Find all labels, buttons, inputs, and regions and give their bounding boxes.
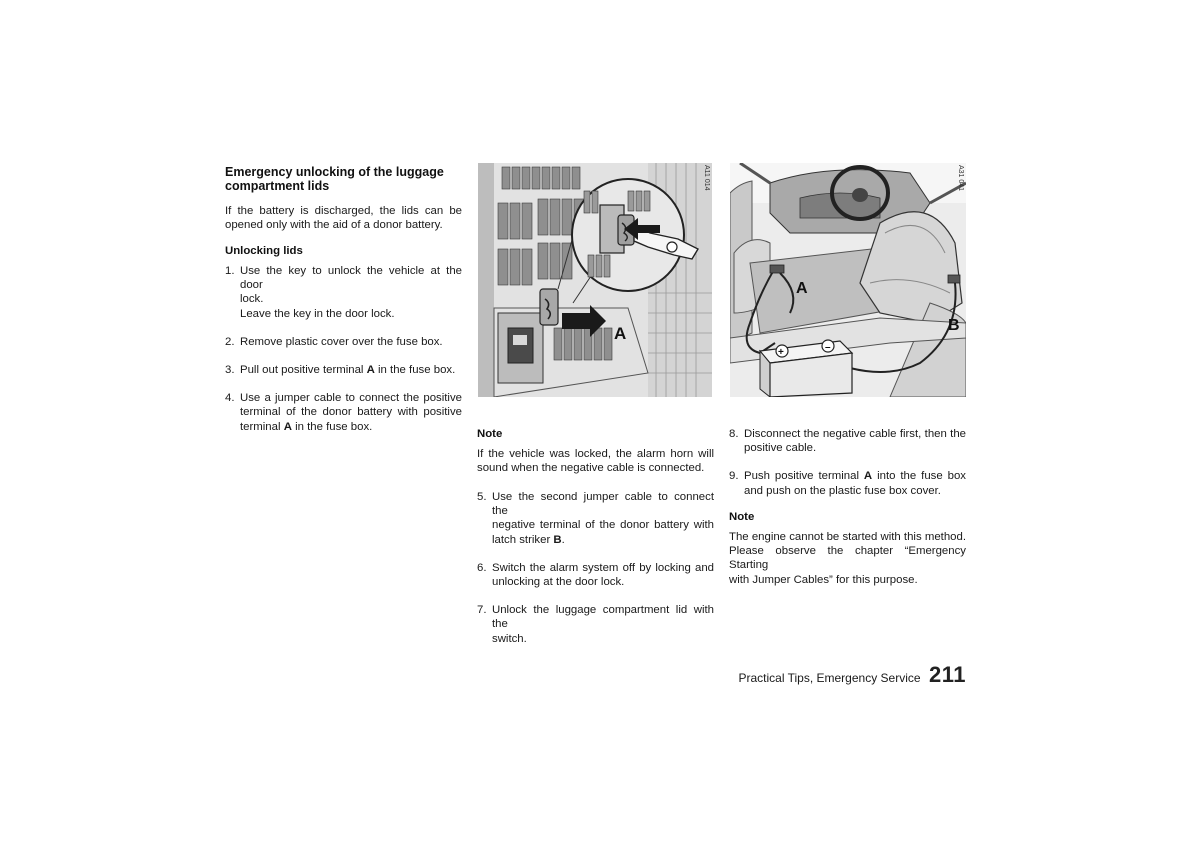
terminal-label: A — [283, 420, 292, 433]
step-text — [240, 363, 462, 377]
step-text-part: in the fuse box. — [374, 364, 456, 377]
step-text-part: in the fuse box. — [291, 420, 373, 433]
unlocking-subheading: Unlocking lids — [225, 245, 303, 257]
step-text: Disconnect the negative cable first, then the — [744, 428, 966, 440]
step-text: Use a jumper cable to connect the positive — [240, 392, 462, 405]
fuse-figure-code: A11 014 — [703, 165, 710, 191]
step-text — [492, 533, 714, 547]
step-text — [744, 469, 966, 483]
step-number: 9. — [729, 470, 739, 483]
steps-list-middle — [477, 490, 714, 646]
section-title-line1: Emergency unlocking of the luggage — [225, 165, 444, 179]
step-number: 8. — [729, 428, 739, 440]
page-footer — [700, 662, 966, 688]
terminal-label: A — [863, 470, 873, 483]
fuse-box-illustration — [478, 163, 712, 397]
intro-line1: If the battery is discharged, the lids can be — [225, 205, 462, 217]
step-text-part: Pull out positive terminal — [240, 364, 367, 377]
step-text: negative terminal of the donor battery with — [492, 519, 714, 532]
step-text: positive cable. — [744, 442, 817, 455]
step-text: unlocking at the door lock. — [492, 576, 625, 589]
step-text: Use the key to unlock the vehicle at the door — [240, 265, 462, 292]
note2-line1: The engine cannot be started with this method. — [729, 531, 966, 543]
steps-list-left — [225, 264, 462, 434]
step-3 — [225, 363, 462, 377]
note2-line2: Please observe the chapter “Emergency Starting — [729, 545, 966, 572]
page-number: 211 — [929, 662, 966, 687]
svg-text:+: + — [778, 347, 784, 358]
note-line1: If the vehicle was locked, the alarm horn will — [477, 448, 714, 460]
car-interior-illustration — [730, 163, 966, 397]
fuse-box-figure — [478, 163, 712, 397]
note2-line3: with Jumper Cables” for this purpose. — [729, 573, 918, 586]
step-number: 7. — [477, 604, 487, 617]
fuse-terminal-label: A — [614, 324, 627, 343]
step-number: 5. — [477, 491, 487, 503]
step-1 — [225, 264, 462, 321]
step-number: 4. — [225, 392, 235, 405]
section-title — [225, 165, 465, 193]
step-6 — [477, 561, 714, 589]
step-number: 3. — [225, 364, 235, 377]
step-text-part: Push positive terminal — [744, 470, 864, 483]
step-4 — [225, 391, 462, 434]
striker-label: B — [553, 533, 562, 546]
step-number: 1. — [225, 265, 235, 277]
step-text: and push on the plastic fuse box cover. — [744, 484, 941, 497]
interior-figure-code: A31 041 — [957, 165, 964, 192]
terminal-label: A — [366, 364, 375, 377]
step-9 — [729, 469, 966, 497]
step-number: 6. — [477, 561, 487, 574]
step-text: terminal of the donor battery with positive — [240, 406, 462, 419]
note-line2: sound when the negative cable is connected. — [477, 462, 705, 475]
note-paragraph — [477, 447, 714, 475]
note-paragraph-2 — [729, 530, 966, 587]
step-text: Leave the key in the door lock. — [240, 307, 395, 320]
step-text: switch. — [492, 632, 527, 645]
step-text-part: terminal — [240, 420, 284, 433]
intro-line2: opened only with the aid of a donor battery. — [225, 219, 443, 232]
latch-label-b: B — [948, 317, 960, 334]
step-text-part: . — [561, 533, 565, 546]
note-heading: Note — [477, 428, 503, 440]
steps-list-right — [729, 427, 966, 498]
step-5 — [477, 490, 714, 547]
footer-section-name: Practical Tips, Emergency Service — [738, 671, 921, 685]
step-number: 2. — [225, 335, 235, 348]
step-text-part: into the fuse box — [872, 470, 966, 483]
step-2 — [225, 335, 462, 349]
step-text-part: latch striker — [492, 533, 554, 546]
step-text: Unlock the luggage compartment lid with the — [492, 604, 714, 631]
step-text: Switch the alarm system off by locking and — [492, 561, 714, 574]
svg-text:–: – — [825, 342, 831, 353]
step-7 — [477, 603, 714, 646]
step-8 — [729, 427, 966, 455]
car-interior-figure — [730, 163, 966, 397]
section-title-line2: compartment lids — [225, 179, 330, 193]
step-text: lock. — [240, 293, 264, 306]
step-text: Use the second jumper cable to connect the — [492, 491, 714, 518]
step-text: Remove plastic cover over the fuse box. — [240, 335, 443, 348]
note-heading-2: Note — [729, 511, 755, 523]
intro-paragraph — [225, 204, 462, 232]
fuse-label-a: A — [796, 280, 808, 297]
step-text — [240, 420, 462, 434]
